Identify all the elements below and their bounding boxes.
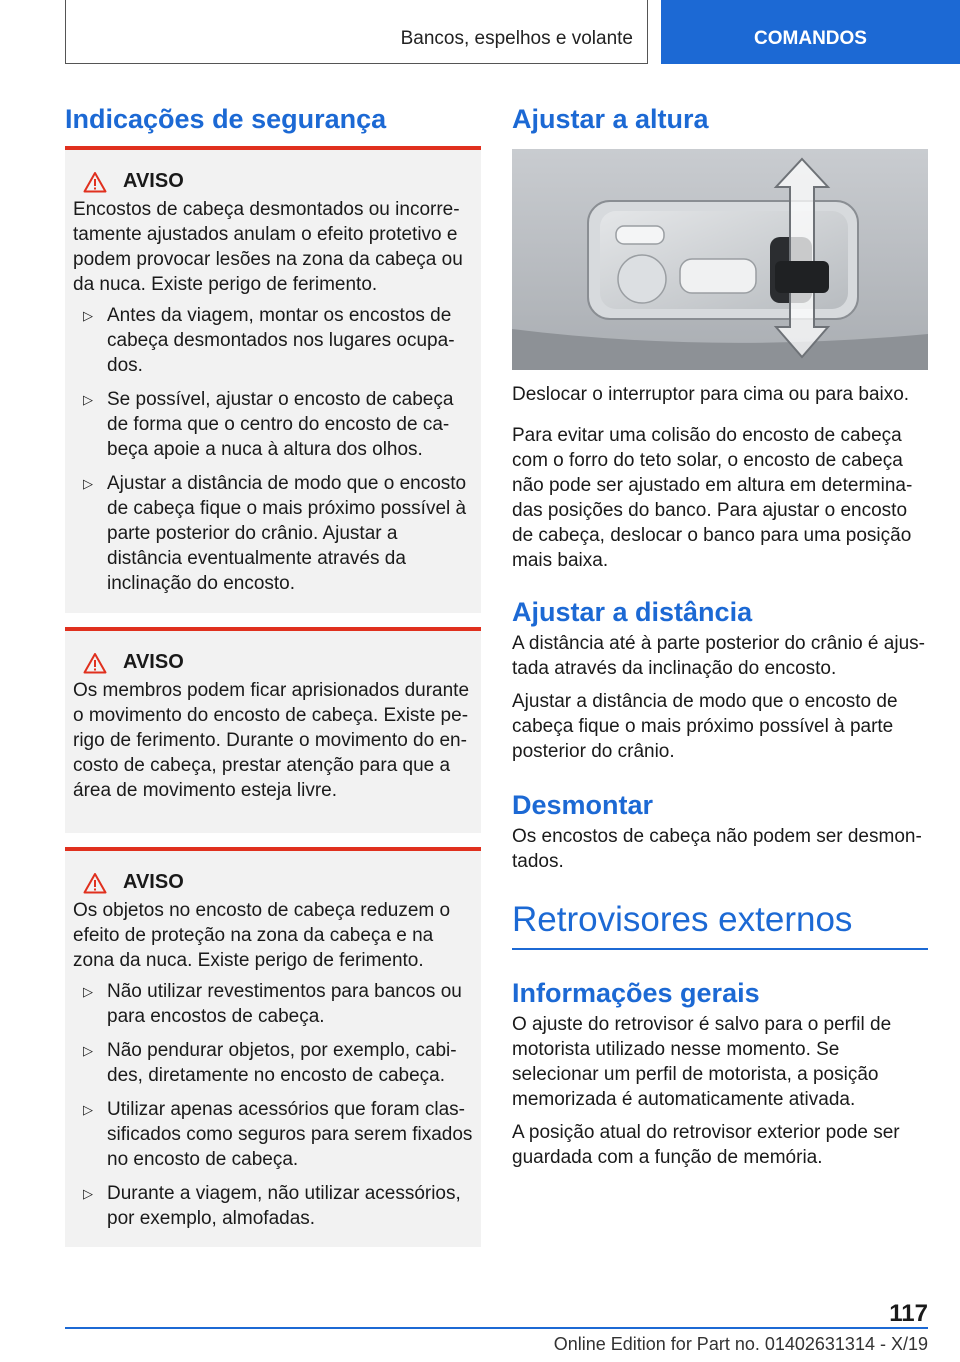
mirrors-divider — [512, 948, 928, 950]
safety-heading: Indicações de segurança — [65, 104, 387, 134]
remove-heading: Desmontar — [512, 790, 654, 820]
mirrors-heading: Retrovisores externos — [512, 900, 853, 939]
right-column — [512, 100, 928, 1170]
bullet-item: ▷ Ajustar a distância de modo que o encosto de cabeça fique o mais próximo possível à parte posterior do crânio. Ajustar a distância eventualmente através da inclinação do encosto. — [73, 471, 473, 596]
warning-triangle-icon — [83, 872, 107, 894]
mirrors-text-2: A posição atual do retrovisor exterior pode ser guardada com a função de memória. — [512, 1121, 900, 1168]
bullet-item: ▷ Não pendurar objetos, por exemplo, cabides, diretamente no encosto de cabeça. — [73, 1038, 473, 1088]
height-text: Para evitar uma colisão do encosto de cabeça com o forro do teto solar, o encosto de cabeça não pode ser ajustado em altura em determinadas posições do banco. Para ajustar o encosto de cabeça, deslocar o banco para uma posição mais baixa. — [512, 425, 913, 571]
distance-text-2: Ajustar a distância de modo que o encosto de cabeça fique o mais próximo possível à parte posterior do crânio. — [512, 691, 898, 762]
height-caption: Deslocar o interruptor para cima ou para baixo. — [512, 384, 910, 405]
footer-edition: Online Edition for Part no. 01402631314 - X/19 — [553, 1334, 928, 1354]
header-chapter-tab[interactable] — [661, 0, 960, 64]
height-heading: Ajustar a altura — [512, 104, 709, 134]
warning-triangle-icon — [83, 171, 107, 193]
general-info-heading: Informações gerais — [512, 977, 760, 1008]
remove-text: Os encostos de cabeça não podem ser desmontados. — [512, 826, 922, 872]
left-column — [65, 100, 481, 1247]
bullet-item: ▷ Não utilizar revestimentos para bancos ou para encostos de cabeça. — [73, 979, 473, 1029]
warning-text: Os objetos no encosto de cabeça reduzem o efeito de proteção na zona da cabeça e na zona da nuca. Existe perigo de ferimento. — [73, 900, 451, 971]
warning-bullets — [73, 303, 473, 596]
warning-label: AVISO — [123, 651, 184, 673]
warning-triangle-icon — [83, 652, 107, 674]
warning-box-1 — [65, 146, 481, 613]
bullet-item: ▷ Se possível, ajustar o encosto de cabeça de forma que o centro do encosto de cabeça apoie a nuca à altura dos olhos. — [73, 387, 473, 462]
warning-text: Encostos de cabeça desmontados ou incorretamente ajustados anulam o efeito protetivo e podem provocar lesões na zona da cabeça ou da nuca. Existe perigo de ferimento. — [73, 199, 463, 295]
footer-divider — [65, 1327, 928, 1329]
header-section-box — [65, 0, 648, 64]
warning-text: Os membros podem ficar aprisionados durante o movimento do encosto de cabeça. Existe perigo de ferimento. Durante o movimento do encosto de cabeça, prestar atenção para que a área de movimento esteja livre. — [73, 680, 470, 801]
bullet-item: ▷ Durante a viagem, não utilizar acessórios, por exemplo, almofadas. — [73, 1181, 473, 1231]
warning-label: AVISO — [123, 170, 184, 192]
bullet-item: ▷ Utilizar apenas acessórios que foram classificados como seguros para serem fixados no encosto de cabeça. — [73, 1097, 473, 1172]
header-section-title: Bancos, espelhos e volante — [400, 28, 633, 49]
page-number: 117 — [889, 1300, 928, 1327]
distance-text-1: A distância até à parte posterior do crânio é ajustada através da inclinação do encosto. — [512, 633, 925, 679]
warning-box-3 — [65, 847, 481, 1247]
warning-box-2 — [65, 627, 481, 833]
header-chapter-label: COMANDOS — [754, 28, 867, 49]
bullet-item: ▷ Antes da viagem, montar os encostos de cabeça desmontados nos lugares ocupados. — [73, 303, 473, 378]
seat-switch-photo — [512, 149, 928, 370]
distance-heading: Ajustar a distância — [512, 597, 753, 627]
warning-label: AVISO — [123, 871, 184, 893]
mirrors-text-1: O ajuste do retrovisor é salvo para o perfil de motorista utilizado nesse momento. Se selecionar um perfil de motorista, a posição memorizada é automaticamente ativada. — [512, 1013, 892, 1110]
warning-bullets — [73, 979, 473, 1231]
